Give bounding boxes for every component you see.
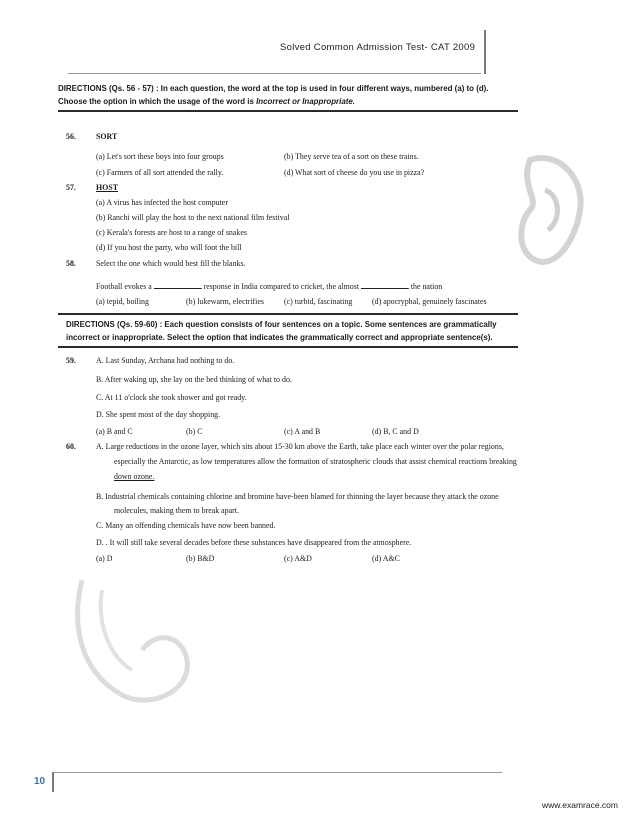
directions-59-60-top-rule <box>58 313 518 315</box>
q56-option-c: (c) Farmers of all sort attended the rally. <box>96 167 224 177</box>
q58-sentence <box>96 280 442 291</box>
q60-sentence-b-line1: B. Industrial chemicals containing chlorine and bromine have-been blamed for thinning the layer because they attack the ozone <box>96 491 499 501</box>
q58-sentence-part1: Football evokes a <box>96 281 152 291</box>
q60-option-b: (b) B&D <box>186 553 215 563</box>
q56-number: 56. <box>66 131 76 141</box>
q57-option-c: (c) Kerala's forests are host to a range of snakes <box>96 227 247 237</box>
q59-sentence-a: A. Last Sunday, Archana had nothing to do. <box>96 355 235 365</box>
q60-sentence-b-line2: molecules, making them to break apart. <box>114 505 239 515</box>
q60-option-a: (a) D <box>96 553 113 563</box>
page-number: 10 <box>34 776 46 787</box>
footer-divider <box>52 772 502 773</box>
header-divider <box>68 73 481 74</box>
q60-sentence-a-line2: especially the Antarctic, as low temperatures allow the formation of stratospheric clouds that assist chemical reactions breaking <box>114 456 517 466</box>
q59-number: 59. <box>66 355 76 365</box>
q59-sentence-d: D. She spent most of the day shopping. <box>96 409 221 419</box>
directions-56-57-text: DIRECTIONS (Qs. 56 - 57) : In each question, the word at the top is used in four different ways, numbered (a) to (d). Choose the option in which the usage of the word is <box>58 83 489 106</box>
q58-option-d: (d) apocryphal, genuinely fascinates <box>372 296 487 306</box>
q60-option-c: (c) A&D <box>284 553 312 563</box>
q59-option-d: (d) B, C and D <box>372 426 419 436</box>
q58-blank-1 <box>154 280 202 289</box>
q58-option-a: (a) tepid, boiling <box>96 296 149 306</box>
q60-number: 60. <box>66 441 76 451</box>
q60-option-d: (d) A&C <box>372 553 400 563</box>
q59-option-b: (b) C <box>186 426 203 436</box>
header-vertical-bar <box>484 30 486 74</box>
q57-number: 57. <box>66 182 76 192</box>
scanned-question-block <box>58 82 518 115</box>
q60-sentence-a-line3: down ozone. <box>114 471 155 481</box>
directions-56-57-emphasis: Incorrect or Inappropriate. <box>256 95 355 106</box>
q60-sentence-a-line1: A. Large reductions in the ozone layer, which sits about 15-30 km above the Earth, take place each winter over the polar regions, <box>96 441 504 451</box>
directions-56-57 <box>58 82 490 107</box>
q58-sentence-part2: response in India compared to cricket, the almost <box>203 281 360 291</box>
site-url: www.examrace.com <box>541 800 618 810</box>
q58-sentence-part3: the nation <box>410 281 443 291</box>
q58-number: 58. <box>66 258 76 268</box>
q56-option-a: (a) Let's sort these boys into four groups <box>96 151 224 161</box>
directions-59-60: DIRECTIONS (Qs. 59-60) : Each question consists of four sentences on a topic. Some sentences are grammatically incorrect or inappropriate. Select the option that indicates the grammatically correct and appropriate sentence(s). <box>66 319 497 342</box>
scan-smudge-right <box>500 150 590 280</box>
q57-option-a: (a) A virus has infected the host computer <box>96 197 228 207</box>
q60-sentence-c: C. Many an offending chemicals have now been banned. <box>96 520 276 530</box>
q59-sentence-b: B. After waking up, she lay on the bed thinking of what to do. <box>96 374 292 384</box>
q56-word: SORT <box>96 131 118 141</box>
q59-option-c: (c) A and B <box>284 426 321 436</box>
q60-sentence-d: D. . It will still take several decades before these substances have disappeared from the atmosphere. <box>96 537 412 547</box>
q56-option-b: (b) They serve tea of a sort on these trains. <box>284 151 419 161</box>
directions-59-60-bottom-rule <box>58 346 518 348</box>
q56-option-d: (d) What sort of cheese do you use in pizza? <box>284 167 425 177</box>
directions-rule <box>58 110 518 112</box>
q58-prompt: Select the one which would best fill the blanks. <box>96 258 246 268</box>
q59-sentence-c: C. At 11 o'clock she took shower and got ready. <box>96 392 247 402</box>
q58-option-c: (c) turbid, fascinating <box>284 296 353 306</box>
q57-option-d: (d) If you host the party, who will foot the bill <box>96 242 242 252</box>
q58-blank-2 <box>361 280 409 289</box>
q57-option-b: (b) Ranchi will play the host to the next national film festival <box>96 212 290 222</box>
page-header-title: Solved Common Admission Test- CAT 2009 <box>280 42 476 53</box>
q59-option-a: (a) B and C <box>96 426 133 436</box>
q58-option-b: (b) lukewarm, electrifies <box>186 296 264 306</box>
q57-word: HOST <box>96 182 118 192</box>
footer-vertical-bar <box>52 772 54 792</box>
scan-smudge-left <box>62 560 212 710</box>
